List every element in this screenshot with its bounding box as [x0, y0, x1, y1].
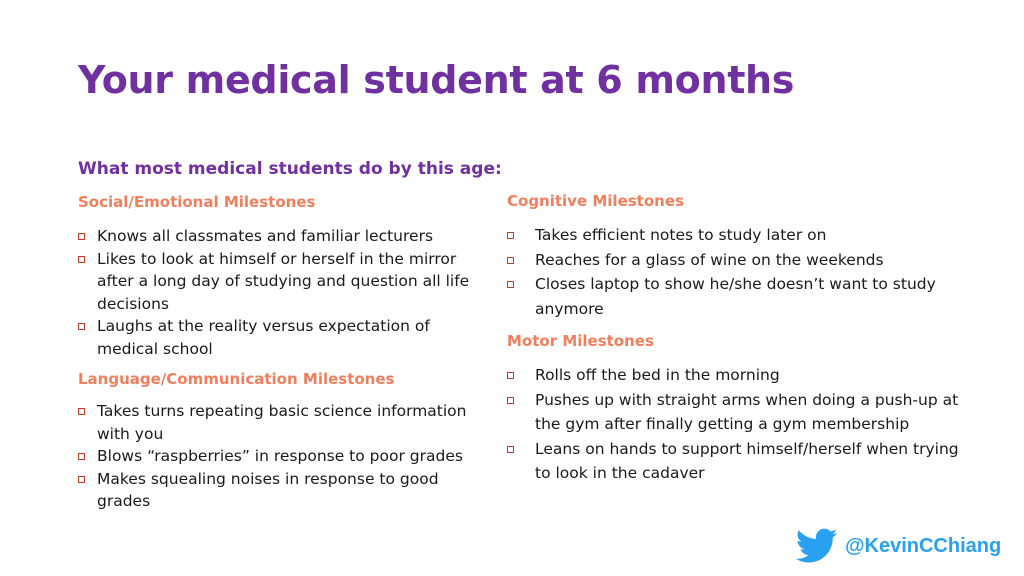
- list-item: Laughs at the reality versus expectation of medical school: [78, 315, 478, 360]
- checkbox-bullet-icon: [78, 453, 85, 460]
- twitter-handle[interactable]: @KevinCChiang: [845, 534, 1002, 557]
- bullet-list: [507, 363, 977, 486]
- list-item: Leans on hands to support himself/herself when trying to look in the cadaver: [507, 437, 977, 486]
- checkbox-bullet-icon: [507, 257, 514, 264]
- checkbox-bullet-icon: [507, 281, 514, 288]
- checkbox-bullet-icon: [78, 256, 85, 263]
- bullet-list: [78, 400, 478, 513]
- list-item: Blows “raspberries” in response to poor grades: [78, 445, 478, 468]
- section-heading: Language/Communication Milestones: [78, 370, 395, 388]
- list-item: Reaches for a glass of wine on the weekends: [507, 248, 977, 273]
- checkbox-bullet-icon: [78, 408, 85, 415]
- list-item: Knows all classmates and familiar lecturers: [78, 225, 478, 248]
- twitter-credit: [796, 528, 1001, 564]
- section-social-emotional: [78, 192, 478, 360]
- section-language-communication: [78, 369, 478, 513]
- left-column: [78, 192, 478, 513]
- list-item: Closes laptop to show he/she doesn’t want to study anymore: [507, 272, 977, 321]
- checkbox-bullet-icon: [78, 233, 85, 240]
- twitter-bird-icon: [796, 528, 838, 564]
- bullet-list: [78, 225, 478, 360]
- list-item: Takes efficient notes to study later on: [507, 223, 977, 248]
- list-item: Likes to look at himself or herself in the mirror after a long day of studying and question all life decisions: [78, 248, 478, 316]
- list-item: Pushes up with straight arms when doing a push-up at the gym after finally getting a gym membership: [507, 388, 977, 437]
- right-column: [507, 191, 977, 486]
- checkbox-bullet-icon: [507, 397, 514, 404]
- list-item: Rolls off the bed in the morning: [507, 363, 977, 388]
- slide-title: Your medical student at 6 months: [78, 58, 795, 102]
- bullet-list: [507, 223, 977, 321]
- list-item: Makes squealing noises in response to good grades: [78, 468, 478, 513]
- checkbox-bullet-icon: [507, 372, 514, 379]
- slide-subtitle: What most medical students do by this age:: [78, 159, 502, 179]
- section-cognitive: [507, 191, 977, 321]
- checkbox-bullet-icon: [507, 446, 514, 453]
- section-heading: Motor Milestones: [507, 332, 654, 350]
- section-heading: Cognitive Milestones: [507, 192, 684, 210]
- section-heading: Social/Emotional Milestones: [78, 193, 316, 211]
- checkbox-bullet-icon: [78, 476, 85, 483]
- checkbox-bullet-icon: [507, 232, 514, 239]
- list-item: Takes turns repeating basic science information with you: [78, 400, 478, 445]
- section-motor: [507, 331, 977, 486]
- checkbox-bullet-icon: [78, 323, 85, 330]
